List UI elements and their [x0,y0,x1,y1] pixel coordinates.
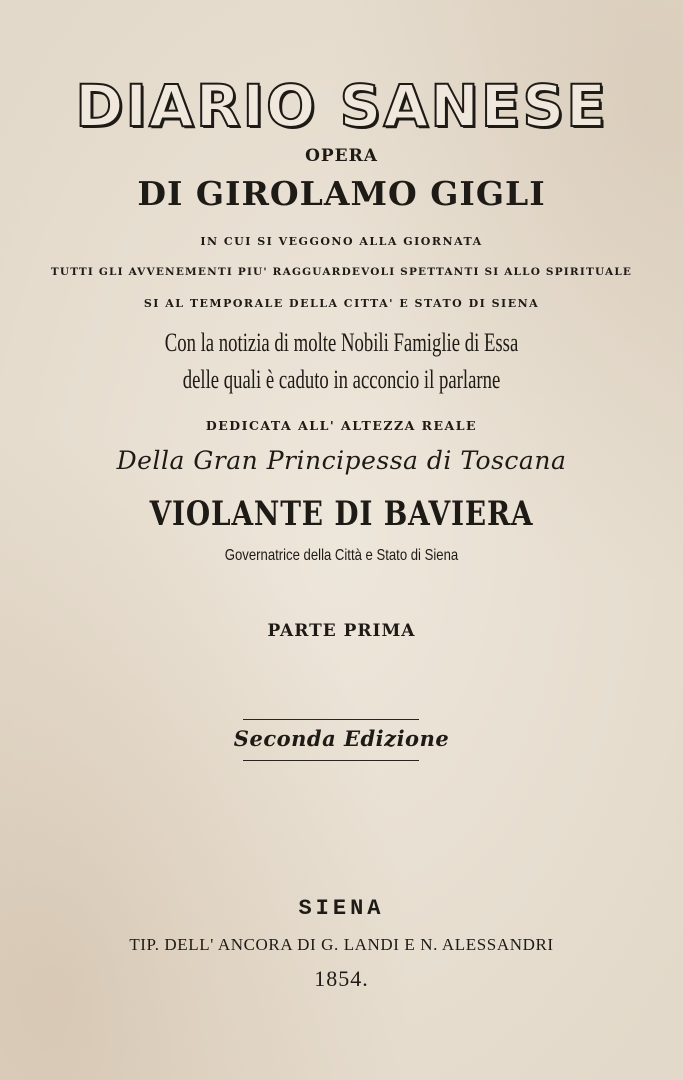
edition-rule-bottom [243,760,419,761]
author-line: DI GIROLAMO GIGLI [137,174,546,213]
imprint-year: 1854. [314,966,369,991]
opera-label: OPERA [305,146,378,166]
notizia-line-1: Con la notizia di molte Nobili Famiglie di Essa [164,328,519,357]
princess-role: Governatrice della Città e Stato di Siena [224,547,459,564]
edition-label: Seconda Edizione [233,726,450,751]
book-title: DIARIO SANESE [75,72,608,140]
notizia-line-2: delle quali è caduto in acconcio il parlarne [182,365,501,394]
subtitle-line-2: TUTTI GLI AVVENEMENTI PIU' RAGGUARDEVOLI SPETTANTI SI ALLO SPIRITUALE [50,266,633,278]
subtitle-line-3: SI AL TEMPORALE DELLA CITTA' E STATO DI SIENA [143,297,540,310]
subtitle-line-1: IN CUI SI VEGGONO ALLA GIORNATA [200,235,483,248]
edition-rule-top [243,719,419,720]
part-label: PARTE PRIMA [267,621,416,641]
princess-title: Della Gran Principessa di Toscana [116,446,567,475]
princess-name: VIOLANTE DI BAVIERA [149,494,534,534]
imprint-place: SIENA [298,896,385,921]
imprint-printer: TIP. DELL' ANCORA DI G. LANDI E N. ALESSANDRI [129,935,554,954]
dedication-line: DEDICATA ALL' ALTEZZA REALE [205,418,478,433]
